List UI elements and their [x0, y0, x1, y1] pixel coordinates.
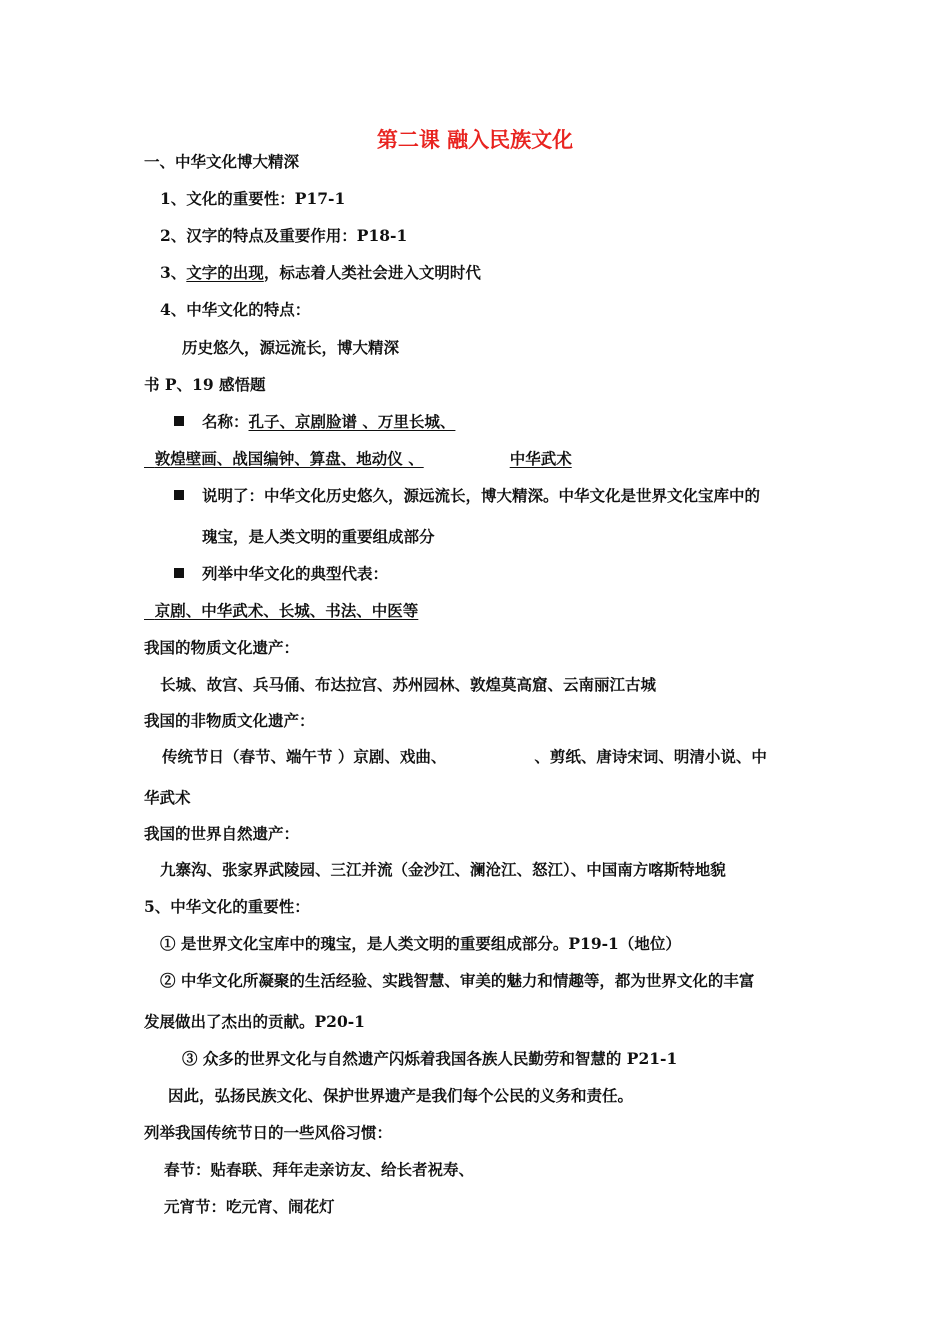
underlined-text [144, 449, 572, 468]
underlined-part: 中华武术 [509, 449, 572, 468]
black-square-icon [174, 490, 184, 500]
page-title: 第二课 融入民族文化 [376, 127, 574, 152]
list-item: 2、汉字的特点及重要作用：P18-1 [160, 226, 408, 245]
list-item: ③ 众多的世界文化与自然遗产闪烁着我国各族人民勤劳和智慧的 P21-1 [182, 1049, 678, 1068]
black-square-icon [174, 416, 184, 426]
list-item: 4、中华文化的特点： [160, 300, 311, 319]
underlined-part: 京剧、中华武术、长城、书法、中医等 [154, 601, 419, 620]
item-label: 名称： [202, 412, 249, 431]
paragraph: 春节：贴春联、拜年走亲访友、给长者祝寿、 [164, 1160, 475, 1179]
paragraph: 书 P、19 感悟题 [144, 375, 266, 394]
list-item: 1、文化的重要性：P17-1 [160, 189, 346, 208]
list-item: ② 中华文化所凝聚的生活经验、实践智慧、审美的魅力和情趣等，都为世界文化的丰富 [160, 971, 755, 990]
paragraph [144, 449, 572, 469]
paragraph: 发展做出了杰出的贡献。P20-1 [144, 1012, 365, 1031]
paragraph: 瑰宝，是人类文明的重要组成部分 [202, 527, 435, 546]
section-heading: 我国的非物质文化遗产： [144, 711, 315, 730]
paragraph: 元宵节：吃元宵、闹花灯 [164, 1197, 335, 1216]
item-text: 说明了：中华文化历史悠久，源远流长，博大精深。中华文化是世界文化宝库中的 [202, 486, 761, 505]
item-text: ，标志着人类社会进入文明时代 [263, 263, 481, 282]
bullet-item [174, 486, 760, 506]
list-item: ① 是世界文化宝库中的瑰宝，是人类文明的重要组成部分。P19-1（地位） [160, 934, 681, 953]
section-heading: 我国的物质文化遗产： [144, 638, 300, 657]
item-text: 列举中华文化的典型代表： [202, 564, 389, 583]
section-heading: 5、中华文化的重要性： [144, 897, 310, 916]
black-square-icon [174, 568, 184, 578]
text-part: 、剪纸、唐诗宋词、明清小说、中 [534, 747, 767, 766]
paragraph [144, 601, 418, 621]
bullet-item [174, 564, 388, 584]
underlined-text: 文字的出现 [186, 263, 264, 282]
underlined-text [144, 601, 418, 620]
underlined-text: 孔子、京剧脸谱 、万里长城、 [248, 412, 456, 431]
paragraph: 因此，弘扬民族文化、保护世界遗产是我们每个公民的义务和责任。 [168, 1086, 634, 1105]
list-item [160, 263, 481, 283]
paragraph: 长城、故宫、兵马俑、布达拉宫、苏州园林、敦煌莫高窟、云南丽江古城 [160, 675, 657, 694]
bullet-item [174, 412, 455, 432]
section-heading: 我国的世界自然遗产： [144, 824, 300, 843]
section-heading: 一、中华文化博大精深 [144, 152, 300, 171]
paragraph: 历史悠久，源远流长，博大精深 [182, 338, 400, 357]
item-prefix: 3、 [160, 263, 187, 282]
paragraph [162, 747, 767, 767]
section-heading: 列举我国传统节日的一些风俗习惯： [144, 1123, 393, 1142]
text-part: 传统节日（春节、端午节 ）京剧、戏曲、 [162, 747, 447, 766]
paragraph: 九寨沟、张家界武陵园、三江并流（金沙江、澜沧江、怒江）、中国南方喀斯特地貌 [160, 860, 726, 879]
paragraph: 华武术 [144, 788, 191, 807]
underlined-part: 敦煌壁画、战国编钟、算盘、地动仪 、 [154, 449, 424, 468]
